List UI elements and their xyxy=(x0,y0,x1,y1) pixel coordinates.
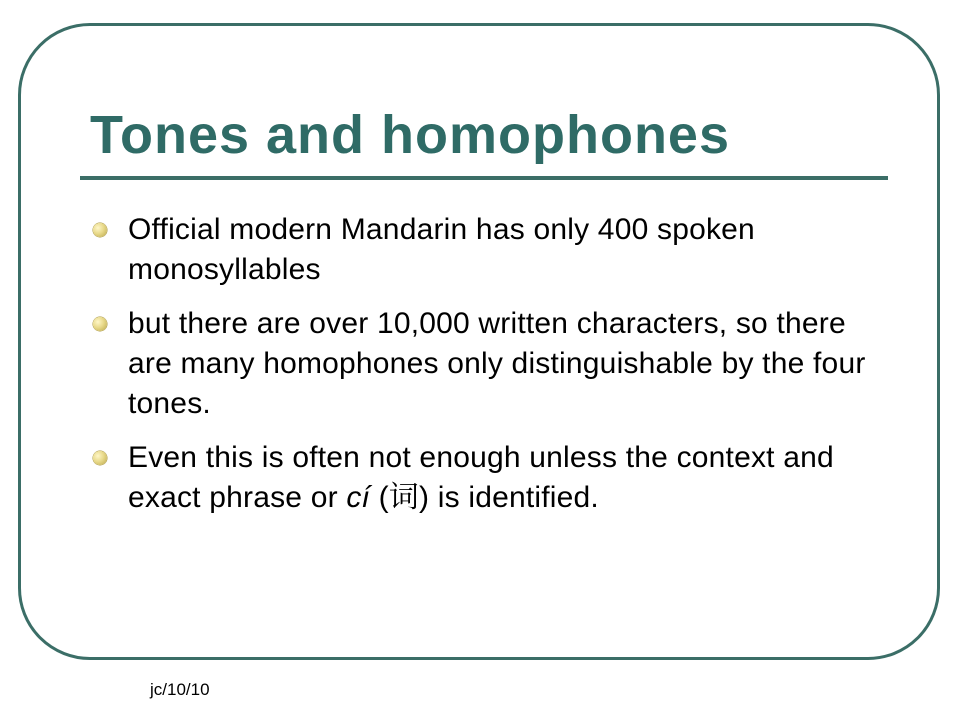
bullet-item xyxy=(90,210,880,290)
bullet-dot-icon xyxy=(93,451,107,465)
bullet-dot-icon xyxy=(93,317,107,331)
bullet-text-after: ) is identified. xyxy=(419,481,599,514)
bullet-text: but there are over 10,000 written characters, so there are many homophones only distinguishable by the four tones. xyxy=(128,307,866,420)
title-underline xyxy=(80,176,888,180)
bullet-dot-icon xyxy=(93,223,107,237)
chinese-character: 词 xyxy=(388,481,419,514)
slide-title: Tones and homophones xyxy=(90,105,730,165)
bullet-text-before: Even this is often not enough unless the context and exact phrase or xyxy=(128,441,834,514)
bullet-list xyxy=(90,210,880,532)
bullet-text: Official modern Mandarin has only 400 spoken monosyllables xyxy=(128,213,755,286)
bullet-item xyxy=(90,438,880,518)
pinyin-word: cí xyxy=(346,481,371,514)
bullet-item xyxy=(90,304,880,424)
paren-open: ( xyxy=(370,481,389,514)
footer-date: jc/10/10 xyxy=(150,680,210,699)
